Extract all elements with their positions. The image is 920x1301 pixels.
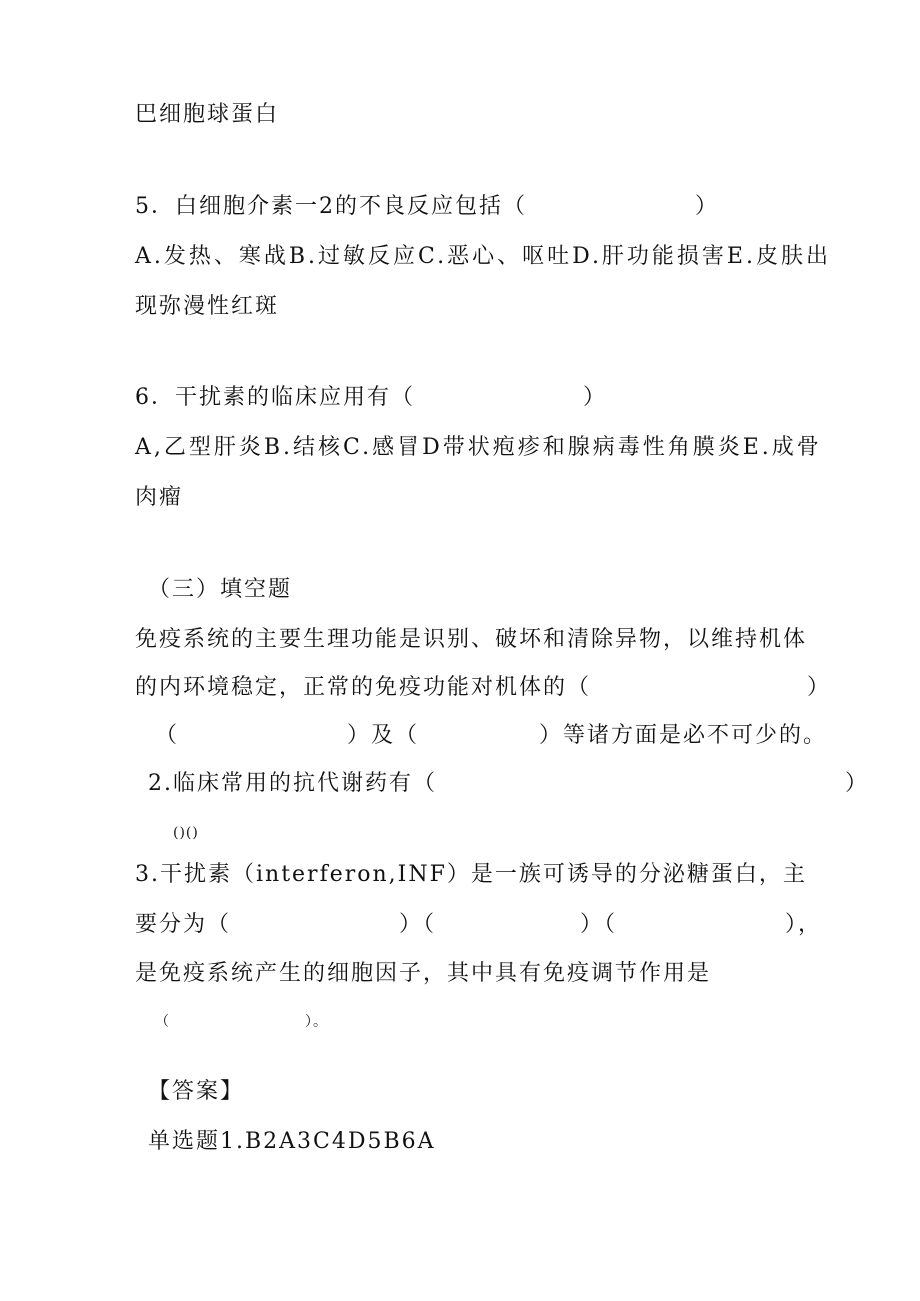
fill-question-1-line-1: 免疫系统的主要生理功能是识别、破坏和清除异物，以维持机体	[135, 627, 808, 652]
text-line-continuation-option-e: 巴细胞球蛋白	[135, 102, 280, 127]
question-5-options: A.发热、寒战B.过敏反应C.恶心、呕吐D.肝功能损害E.皮肤出	[135, 244, 831, 269]
question-6-options-continued: 肉瘤	[135, 485, 184, 510]
fill-question-1-line-2: 的内环境稳定，正常的免疫功能对机体的（ ）	[135, 675, 832, 700]
fill-question-1-line-3: （ ）及（ ）等诸方面是必不可少的。	[155, 723, 828, 748]
fill-question-2-blanks: ()()	[173, 825, 199, 841]
fill-question-3-line-4: （ ）。	[155, 1014, 328, 1030]
answers-single-choice: 单选题1.B2A3C4D5B6A	[148, 1129, 436, 1154]
question-5-stem: 5．白细胞介素一2的不良反应包括（ ）	[135, 194, 719, 219]
question-6-stem: 6．干扰素的临床应用有（ ）	[135, 385, 607, 410]
question-6-options: A,乙型肝炎B.结核C.感冒D带状疱疹和腺病毒性角膜炎E.成骨	[135, 435, 822, 460]
section-heading-fill-in: （三）填空题	[148, 577, 293, 602]
question-5-options-continued: 现弥漫性红斑	[135, 294, 280, 319]
fill-question-2: 2.临床常用的抗代谢药有（ ）	[148, 771, 869, 796]
fill-question-3-line-2: 要分为（ ）（ ）（ ），	[135, 912, 823, 937]
fill-question-3-line-1: 3.干扰素（interferon,INF）是一族可诱导的分泌糖蛋白，主	[135, 862, 807, 887]
fill-question-3-line-3: 是免疫系统产生的细胞因子，其中具有免疫调节作用是	[135, 961, 712, 986]
answers-heading: 【答案】	[148, 1079, 245, 1104]
